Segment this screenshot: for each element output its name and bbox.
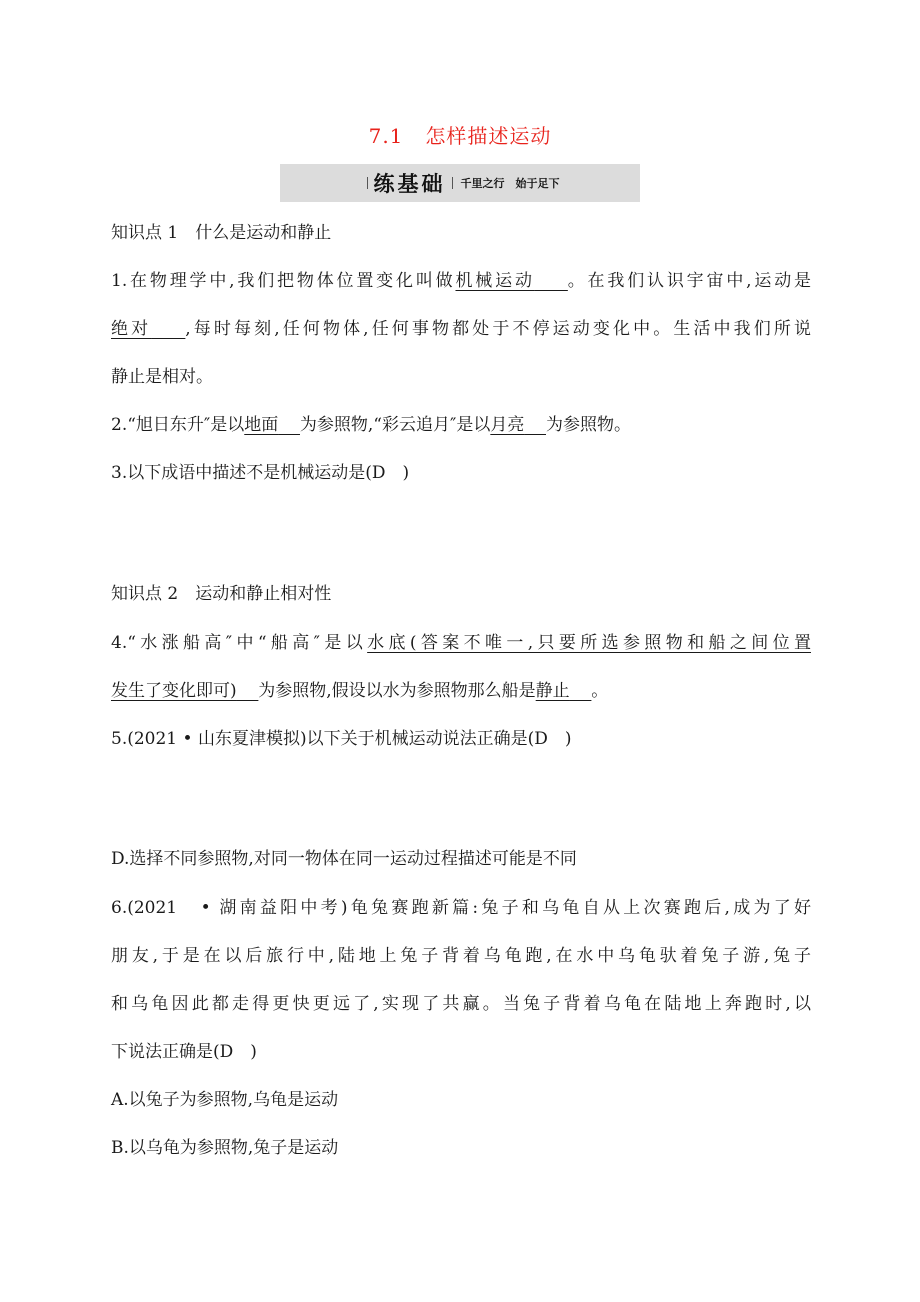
question-5-option-d: D.选择不同参照物,对同一物体在同一运动过程描述可能是不同 xyxy=(111,849,577,869)
answer-blank: 绝对 xyxy=(111,319,152,339)
page-title xyxy=(0,120,920,149)
question-1-line-1: 1.在物理学中,我们把物体位置变化叫做机械运动 。在我们认识宇宙中,运动是 xyxy=(111,271,812,291)
divider xyxy=(367,177,368,189)
question-4-line-1: 4.“水涨船高″中“船高″是以水底(答案不唯一,只要所选参照物和船之间位置 xyxy=(111,633,811,653)
question-5: 5.(2021 • 山东夏津模拟)以下关于机械运动说法正确是(D ) xyxy=(111,729,572,749)
question-6-option-b: B.以乌龟为参照物,兔子是运动 xyxy=(111,1138,339,1158)
question-6-line-3: 和乌龟因此都走得更快更远了,实现了共赢。当兔子背着乌龟在陆地上奔跑时,以 xyxy=(111,994,811,1014)
answer-blank: 静止 xyxy=(535,681,570,701)
banner-motto: 千里之行 始于足下 xyxy=(460,177,560,190)
question-2: 2.“旭日东升″是以地面 为参照物,“彩云追月″是以月亮 为参照物。 xyxy=(111,415,631,435)
answer-blank: 月亮 xyxy=(490,415,525,435)
section-title: 怎样描述运动 xyxy=(425,124,552,148)
section-number: 7.1 xyxy=(368,124,404,148)
knowledge-point-2: 知识点 2 运动和静止相对性 xyxy=(111,584,332,604)
divider xyxy=(452,177,453,189)
banner-heading: 练基础 xyxy=(373,172,446,196)
question-6-line-4: 下说法正确是(D ) xyxy=(111,1042,257,1062)
question-4-line-2: 发生了变化即可) 为参照物,假设以水为参照物那么船是静止 。 xyxy=(111,681,609,701)
question-1-line-2: 绝对 ,每时每刻,任何物体,任何事物都处于不停运动变化中。生活中我们所说 xyxy=(111,319,811,339)
answer-blank: 地面 xyxy=(244,415,279,435)
question-6-line-1: 6.(2021 • 湖南益阳中考)龟兔赛跑新篇:兔子和乌龟自从上次赛跑后,成为了好 xyxy=(111,898,811,918)
question-3: 3.以下成语中描述不是机械运动是(D ) xyxy=(111,463,410,483)
knowledge-point-1: 知识点 1 什么是运动和静止 xyxy=(111,223,332,243)
question-6-option-a: A.以兔子为参照物,乌龟是运动 xyxy=(111,1090,339,1110)
answer-blank: 水底(答案不唯一,只要所选参照物和船之间位置 xyxy=(367,633,811,653)
question-1-line-3: 静止是相对。 xyxy=(111,367,213,387)
question-6-line-2: 朋友,于是在以后旅行中,陆地上兔子背着乌龟跑,在水中乌龟驮着兔子游,兔子 xyxy=(111,946,811,966)
answer-blank: 机械运动 xyxy=(455,271,535,291)
practice-banner xyxy=(280,164,640,202)
answer-blank: 发生了变化即可) xyxy=(111,681,237,701)
